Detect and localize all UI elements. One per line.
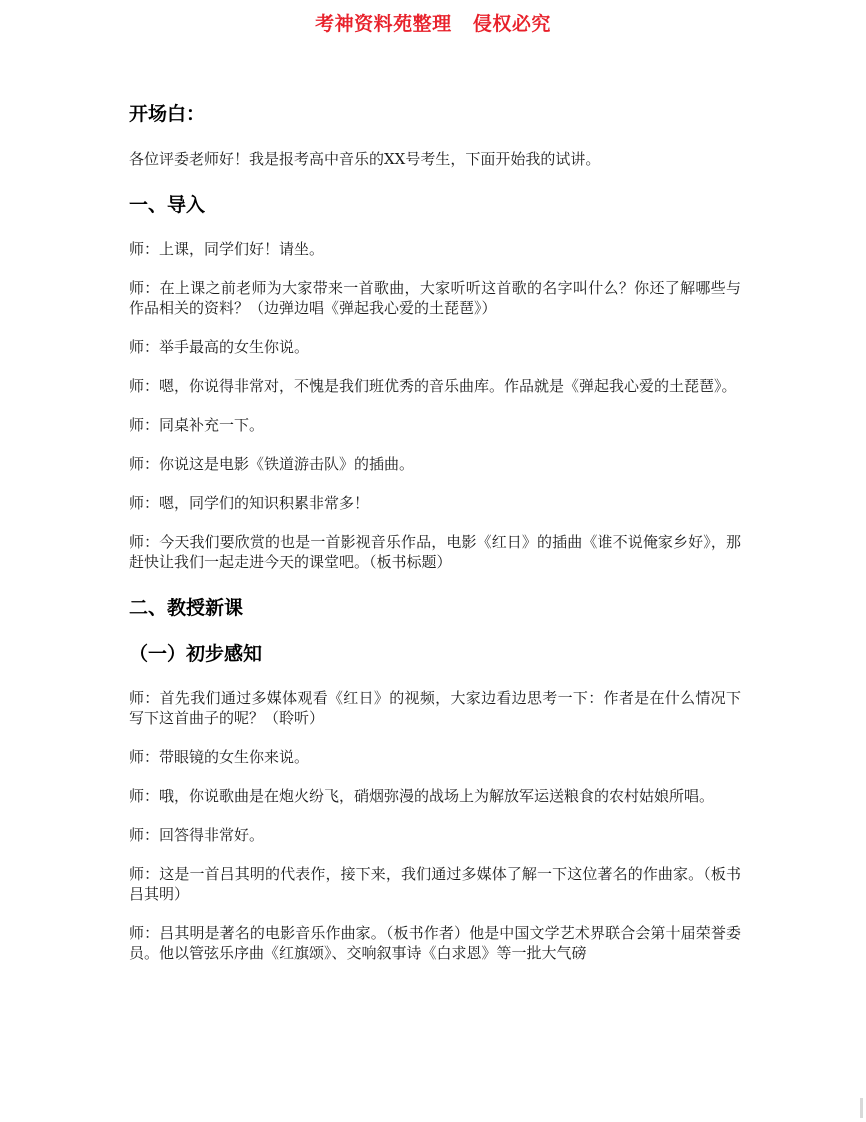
scroll-edge-marker [860,1098,863,1118]
opening-paragraph: 各位评委老师好！我是报考高中音乐的XX号考生，下面开始我的试讲。 [129,150,601,168]
paragraph: 师：举手最高的女生你说。 [129,338,310,356]
subsection-heading-perception: （一）初步感知 [129,643,263,665]
paragraph: 师：吕其明是著名的电影音乐作曲家。（板书作者）他是中国文学艺术界联合会第十届荣誉委员。他以管弦乐序曲《红旗颂》、交响叙事诗《白求恩》等一批大气磅 [129,924,741,962]
paragraph: 师：带眼镜的女生你来说。 [129,748,310,766]
paragraph: 师：嗯，同学们的知识积累非常多！ [129,494,370,512]
document-body [129,100,741,963]
paragraph: 师：你说这是电影《铁道游击队》的插曲。 [129,455,415,473]
paragraph: 师：今天我们要欣赏的也是一首影视音乐作品，电影《红日》的插曲《谁不说俺家乡好》，那赶快让我们一起走进今天的课堂吧。（板书标题） [129,533,741,571]
section-heading-new-lesson: 二、教授新课 [129,597,244,619]
paragraph: 师：回答得非常好。 [129,826,265,844]
paragraph: 师：哦，你说歌曲是在炮火纷飞，硝烟弥漫的战场上为解放军运送粮食的农村姑娘所唱。 [129,787,715,805]
opening-heading: 开场白： [129,103,206,125]
paragraph: 师：上课，同学们好！请坐。 [129,240,325,258]
paragraph: 师：首先我们通过多媒体观看《红日》的视频，大家边看边思考一下：作者是在什么情况下写下这首曲子的呢？（聆听） [129,689,741,727]
watermark-header: 考神资料苑整理 侵权必究 [315,13,551,35]
paragraph: 师：嗯，你说得非常对，不愧是我们班优秀的音乐曲库。作品就是《弹起我心爱的土琵琶》。 [129,377,737,395]
paragraph: 师：在上课之前老师为大家带来一首歌曲，大家听听这首歌的名字叫什么？你还了解哪些与作品相关的资料？（边弹边唱《弹起我心爱的土琵琶》） [129,279,741,317]
section-heading-intro: 一、导入 [129,194,206,216]
paragraph: 师：这是一首吕其明的代表作，接下来，我们通过多媒体了解一下这位著名的作曲家。（板书吕其明） [129,865,741,903]
paragraph: 师：同桌补充一下。 [129,416,265,434]
